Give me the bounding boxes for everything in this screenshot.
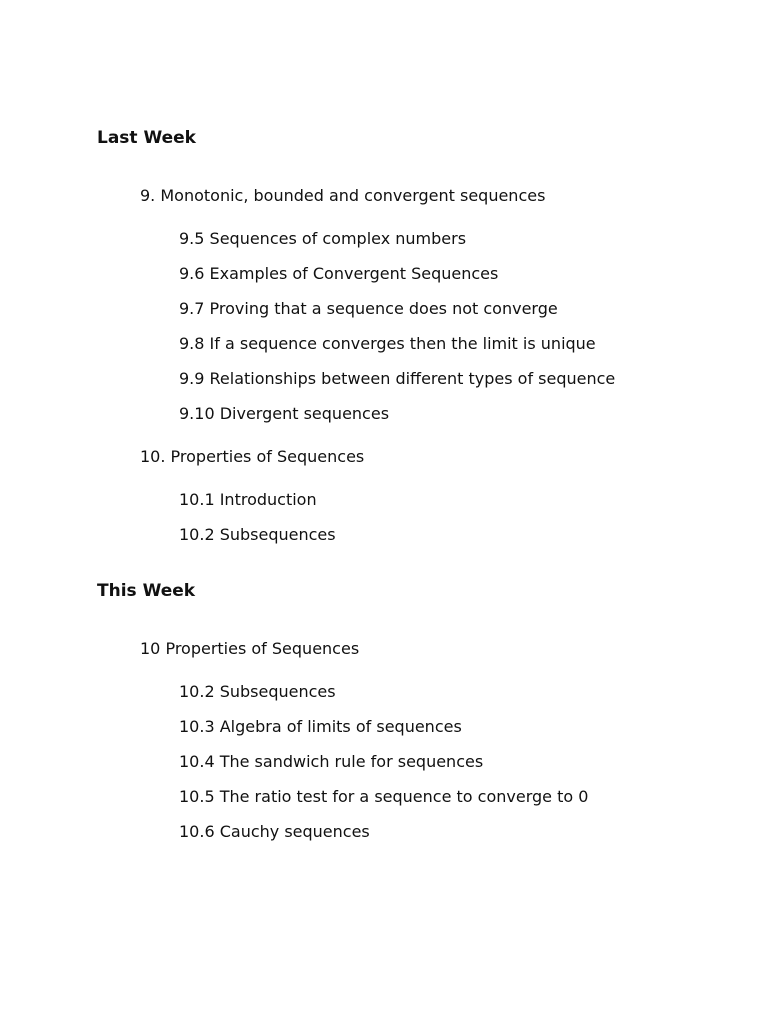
chapter-10-title: 10. Properties of Sequences [140,447,365,466]
list-item: 10.6 Cauchy sequences [179,822,370,841]
list-item: 10.2 Subsequences [179,525,336,544]
chapter-9-title: 9. Monotonic, bounded and convergent sequences [140,186,546,205]
list-item: 9.9 Relationships between different types of sequence [179,369,616,388]
list-item: 10.4 The sandwich rule for sequences [179,752,484,771]
list-item: 10.5 The ratio test for a sequence to converge to 0 [179,787,589,806]
list-item: 9.5 Sequences of complex numbers [179,229,467,248]
this-week-chapter-title: 10 Properties of Sequences [140,639,360,658]
list-item: 9.10 Divergent sequences [179,404,390,423]
list-item: 10.3 Algebra of limits of sequences [179,717,462,736]
list-item: 10.1 Introduction [179,490,317,509]
list-item: 10.2 Subsequences [179,682,336,701]
this-week-heading: This Week [97,581,196,601]
list-item: 9.6 Examples of Convergent Sequences [179,264,499,283]
list-item: 9.7 Proving that a sequence does not converge [179,299,558,318]
list-item: 9.8 If a sequence converges then the limit is unique [179,334,596,353]
last-week-heading: Last Week [97,128,196,148]
